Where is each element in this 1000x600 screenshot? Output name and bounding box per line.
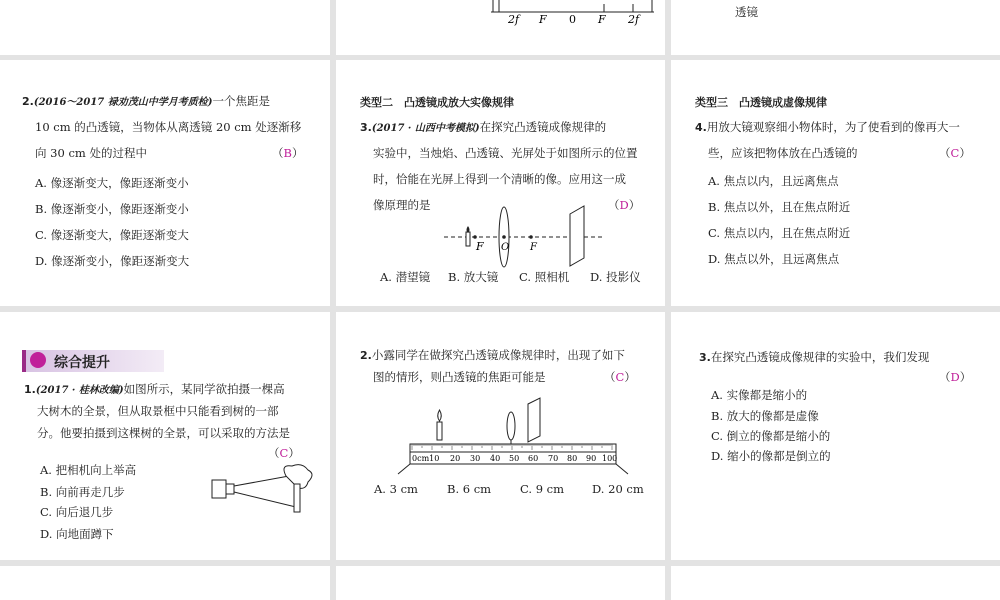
b2-option-b: B. 6 cm [447,482,492,496]
b1-answer: C [279,446,289,460]
b2-line2: 图的情形，则凸透镜的焦距可能是 [373,370,546,384]
b2-line1: 小露同学在做探究凸透镜成像规律时，出现了如下 [371,348,625,362]
b3-option-b: B. 放大的像都是虚像 [711,409,819,423]
q2-option-a: A. 像逐渐变大，像距逐渐变小 [35,176,189,190]
type2-line4: 像原理的是 [373,198,431,212]
optical-bench-diagram [370,396,630,476]
b3-answer: D [950,370,960,384]
type2-source: (2017 · 山西中考模拟) [371,123,480,134]
axis-label-f-left: F [539,13,547,26]
ruler-label-100: 100 [602,454,618,463]
ruler-label-50: 50 [509,454,520,463]
type3-option-a: A. 焦点以内，且远离焦点 [708,174,839,188]
q2-line3: 向 30 cm 处的过程中 [35,146,147,160]
q2-option-c: C. 像逐渐变大，像距逐渐变大 [35,228,189,242]
b1-number: 1. [24,383,36,396]
axis-label-2f-left: 2f [508,13,520,26]
card-q2-image-trend [0,60,330,306]
type2-option-b: B. 放大镜 [448,270,499,284]
b2-number: 2. [360,349,372,362]
b2-option-a: A. 3 cm [374,482,418,496]
b2-option-c: C. 9 cm [520,482,565,496]
ruler-label-40: 40 [490,454,501,463]
type3-heading: 类型三 凸透镜成虚像规律 [695,96,827,109]
type3-answer: C [950,146,960,160]
top-right-text: 透镜 [735,5,758,19]
type3-option-b: B. 焦点以外，且在焦点附近 [708,200,851,214]
q2-number: 2. [22,95,34,108]
b1-option-a: A. 把相机向上举高 [40,463,137,477]
b1-line3: 分。他要拍摄到这棵树的全景，可以采取的方法是 [37,426,290,440]
b1-line1: 如图所示，某同学欲拍摄一棵高 [123,382,285,396]
b3-number: 3. [699,351,711,364]
ruler-label-30: 30 [470,454,481,463]
type2-line3: 时，恰能在光屏上得到一个清晰的像。应用这一成 [373,172,626,186]
b3-option-c: C. 倒立的像都是缩小的 [711,429,831,443]
card-comprehensive-q1: 综合提升 1.(2017 · 桂林改编)如图所示，某同学欲拍摄一棵高 大树木的全景，但从取景框中只能看到树的一部 分。他要拍摄到这棵树的全景，可以采取的方法是 （C） A. 把相机向上举高 B. 向前再走几步 C. 向后退几步 D. 向地面蹲下 [0,312,330,560]
q2-source: (2016～2017 禄劝茂山中学月考质检) [33,97,213,108]
type3-option-c: C. 焦点以内，且在焦点附近 [708,226,851,240]
b2-answer: C [615,370,625,384]
top-left-card [0,0,330,55]
type2-number: 3. [360,121,372,134]
axis-label-origin: 0 [569,13,576,26]
section-badge-icon [30,352,46,368]
q2-paren-left: （ [272,146,284,160]
card-type3-virtual-image: 类型三 凸透镜成虚像规律 4.用放大镜观察细小物体时，为了使看到的像再大一 些，应该把物体放在凸透镜的 （C） A. 焦点以内，且远离焦点 B. 焦点以外，且在焦点附近 C. 焦点以内，且在焦点附近 D. 焦点以外，且远离焦点 [671,60,1000,306]
type2-option-d: D. 投影仪 [590,270,641,284]
type2-line2: 实验中，当烛焰、凸透镜、光屏处于如图所示的位置 [373,146,638,160]
camera-tree-diagram [210,464,320,516]
b2-option-d: D. 20 cm [592,482,644,496]
type2-heading: 类型二 凸透镜成放大实像规律 [360,96,514,109]
bottom-right-card [671,566,1000,600]
ruler-label-60: 60 [528,454,539,463]
q2-option-b: B. 像逐渐变小，像距逐渐变小 [35,202,189,216]
b1-option-c: C. 向后退几步 [40,505,114,519]
q2-line2: 10 cm 的凸透镜，当物体从离透镜 20 cm 处逐渐移 [35,120,302,134]
top-mid-card [336,0,665,55]
type3-option-d: D. 焦点以外，且远离焦点 [708,252,840,266]
diagram-label-f-left: F [476,240,484,253]
section-title: 综合提升 [54,355,110,371]
type3-line1: 用放大镜观察细小物体时，为了使看到的像再大一 [706,120,960,134]
type2-line1: 在探究凸透镜成像规律的 [479,120,607,134]
b1-option-b: B. 向前再走几步 [40,485,125,499]
ruler-label-80: 80 [567,454,578,463]
type3-line2: 些，应该把物体放在凸透镜的 [708,146,858,160]
ruler-label-20: 20 [450,454,461,463]
ruler-label-70: 70 [548,454,559,463]
b1-line2: 大树木的全景，但从取景框中只能看到树的一部 [37,404,279,418]
q2-answer: B [283,146,292,160]
b3-line1: 在探究凸透镜成像规律的实验中，我们发现 [710,350,930,364]
q2-option-d: D. 像逐渐变小，像距逐渐变大 [35,254,190,268]
ruler-label-0: 0cm10 [412,454,440,463]
b3-option-a: A. 实像都是缩小的 [711,388,808,402]
card-comprehensive-q2: 2.小露同学在做探究凸透镜成像规律时，出现了如下 图的情形，则凸透镜的焦距可能是 （C） 0cm10 20 30 40 50 60 70 80 90 100 A. 3 cm B. 6 cm C. 9 cm D. 20 cm [336,312,665,560]
type2-option-a: A. 潜望镜 [380,270,431,284]
axis-label-f-right: F [598,13,606,26]
bottom-left-card [0,566,330,600]
type2-option-c: C. 照相机 [519,270,570,284]
top-right-card [671,0,1000,55]
diagram-label-f-right: F [530,242,537,253]
q2-paren-right: ） [291,146,304,160]
lens-setup-diagram [442,204,612,270]
ruler-label-90: 90 [586,454,597,463]
bottom-mid-card [336,566,665,600]
b3-option-d: D. 缩小的像都是倒立的 [711,449,831,463]
b1-source: (2017 · 桂林改编) [35,385,124,396]
type2-answer: D [619,198,629,212]
card-type2-real-image: 类型二 凸透镜成放大实像规律 3.(2017 · 山西中考模拟)在探究凸透镜成像规律的 实验中，当烛焰、凸透镜、光屏处于如图所示的位置 时，恰能在光屏上得到一个清晰的像。应用这一成 像原理的是 （D） F O F A. 潜望镜 B. 放大镜 C. 照相机 D. 投影仪 [336,60,665,306]
type3-number: 4. [695,121,707,134]
section-banner [22,350,164,372]
diagram-label-o: O [501,242,510,253]
top-axis-diagram [336,0,665,55]
q2-line1: 一个焦距是 [212,94,270,108]
b1-option-d: D. 向地面蹲下 [40,527,114,541]
card-comprehensive-q3: 3.在探究凸透镜成像规律的实验中，我们发现 （D） A. 实像都是缩小的 B. 放大的像都是虚像 C. 倒立的像都是缩小的 D. 缩小的像都是倒立的 [671,312,1000,560]
axis-label-2f-right: 2f [628,13,640,26]
